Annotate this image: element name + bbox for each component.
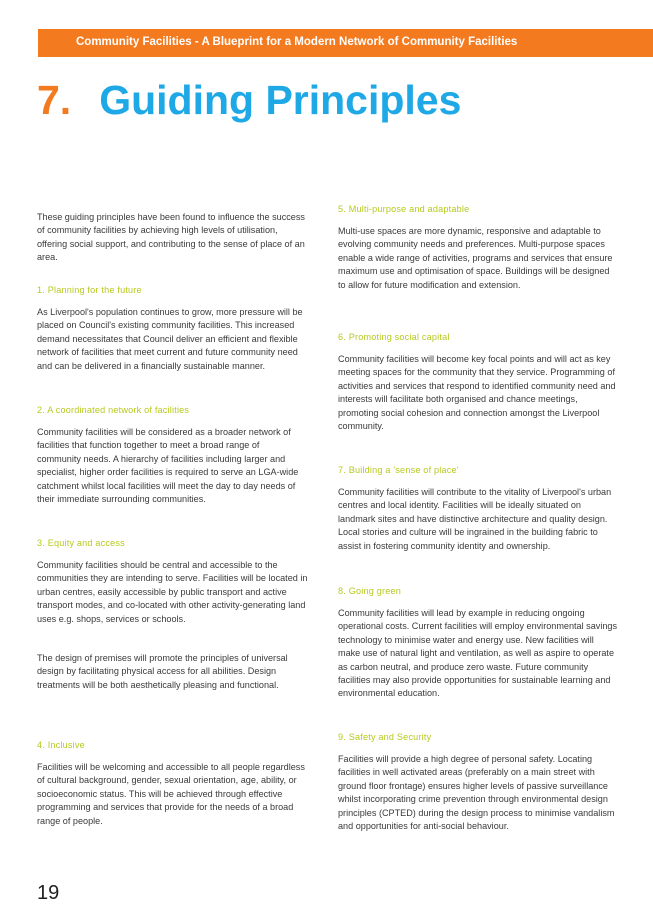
principle-8	[338, 585, 618, 701]
principle-1	[37, 284, 312, 373]
section-number: 7.	[37, 77, 72, 123]
principle-4	[37, 739, 312, 828]
principle-heading: 7. Building a 'sense of place'	[338, 465, 459, 475]
principle-heading: 3. Equity and access	[37, 538, 125, 548]
principle-3	[37, 537, 312, 692]
section-title: Guiding Principles	[99, 77, 462, 123]
principle-body: As Liverpool's population continues to grow, more pressure will be placed on Council's existing community facilities. This increased demand necessitates that Council deliver an efficient and flexible network of facilities that meet current and future community need and can be delivered in a financially sustainable manner.	[37, 307, 303, 371]
principle-body: Community facilities will lead by example in reducing ongoing operational costs. Current facilities will employ environmental savings technology to minimise water and energy use. New facilities will make use of natural light and ventilation, as well as aspire to operate as carbon neutral, and produce zero waste. Future community facilities may also provide opportunities for sustainable learning and environmental education.	[338, 608, 617, 699]
principle-6	[338, 331, 618, 433]
principle-body: Multi-use spaces are more dynamic, responsive and adaptable to evolving community needs and preferences. Multi-purpose spaces enable a wide range of activities, programs and services that ensure maximum use and optimisation of space. Buildings will be designed to allow for future modification and extension.	[338, 226, 613, 290]
principle-heading: 4. Inclusive	[37, 740, 85, 750]
banner-title: Community Facilities - A Blueprint for a Modern Network of Community Facilities	[76, 36, 518, 48]
principle-body: Facilities will provide a high degree of personal safety. Locating facilities in well activated areas (preferably on a main street with ground floor frontage) ensures higher levels of passive surveillance whilst incorporating crime prevention through environmental design principles (CPTED) during the design process to minimise vandalism and opportunities for anti-social behaviour.	[338, 754, 615, 832]
principle-heading: 9. Safety and Security	[338, 732, 432, 742]
intro-paragraph: These guiding principles have been found to influence the success of community facilities by achieving high levels of utilisation, offering social support, and contributing to the sense of place of an area.	[37, 212, 305, 263]
principle-7	[338, 464, 618, 553]
principle-body: Community facilities will become key focal points and will act as key meeting spaces for the community that they service. Programming of activities and services that respond to identified community need and interests will facilitate both organised and chance meetings, promoting social cohesion and connection amongst the Liverpool community.	[338, 354, 616, 432]
header-banner	[38, 29, 653, 57]
page-number: 19	[37, 882, 60, 904]
principle-body: Community facilities will contribute to the vitality of Liverpool's urban centres and local identity. Facilities will be ideally situated on landmark sites and have distinctive architecture and quality design. Local stories and culture will be ingrained in the building fabric to assist in fostering community identity and ownership.	[338, 487, 612, 551]
principle-5	[338, 203, 618, 292]
principle-heading: 8. Going green	[338, 586, 401, 596]
principle-heading: 2. A coordinated network of facilities	[37, 405, 190, 415]
principle-heading: 5. Multi-purpose and adaptable	[338, 204, 470, 214]
principle-body: Community facilities should be central and accessible to the communities they are intending to serve. Facilities will be located in urban centres, easily accessible by public transport and active transport modes, and co-located with other activity-generating land uses e.g. shops, services or schools.	[37, 560, 308, 624]
principle-9	[338, 731, 618, 833]
principle-body: Community facilities will be considered as a broader network of facilities that function together to meet a broad range of community needs. A hierarchy of facilities including larger and specialist, higher order facilities is required to serve an LGA-wide catchment whilst local facilities will meet the day to day needs of their immediate surrounding communities.	[37, 427, 299, 505]
principle-heading: 6. Promoting social capital	[338, 332, 450, 342]
principle-body-continued: The design of premises will promote the principles of universal design by facilitating physical access for all abilities. Design treatments will be both aesthetically pleasing and functional.	[37, 653, 288, 690]
principle-2	[37, 404, 312, 506]
principle-heading: 1. Planning for the future	[37, 285, 142, 295]
principle-body: Facilities will be welcoming and accessible to all people regardless of cultural background, gender, sexual orientation, age, ability, or socioeconomic status. This will be achieved through effective programming and services that provide for the needs of a broad range of people.	[37, 762, 305, 826]
page-title	[37, 76, 461, 124]
